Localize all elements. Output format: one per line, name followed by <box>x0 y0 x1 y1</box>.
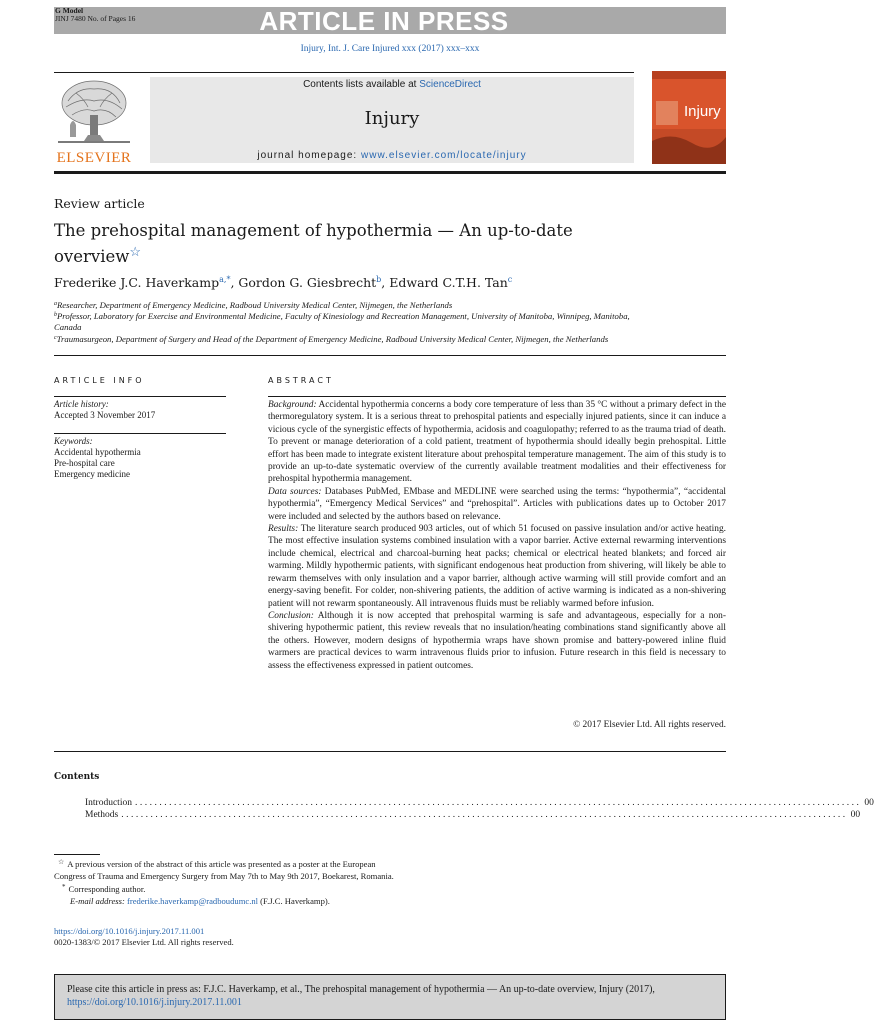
journal-homepage-line <box>150 150 634 161</box>
abstract-paragraph-text: Accidental hypothermia concerns a body core temperature of less than 35 °C without a primary defect in the thermoregulatory system. It is a serious threat to prehospital patients and especially injured patients, since it can induce a vicious cycle of the synergistic effects of hypothermia, acidosis and coagulopathy; referred to as the trauma triad of death. To prevent or manage deterioration of a cold patient, treatment of hypothermia should ideally begin prehospital. Little effort has been made to integrate existent literature about prehospital temperature management. The aim of this study is to provide an up-to-date systematic overview of the currently available treatment modalities and their effectiveness for prehospital hypothermia management. <box>268 400 726 485</box>
affiliation-mark: a <box>54 301 57 307</box>
toc-entry-page: 00 <box>850 810 861 820</box>
manuscript-id: JINJ 7480 No. of Pages 16 <box>55 14 136 23</box>
abstract-body <box>268 399 726 672</box>
affiliation <box>54 333 654 345</box>
journal-reference-link[interactable]: Injury, Int. J. Care Injured xxx (2017) xxx–xxx <box>300 44 480 54</box>
email-link[interactable]: frederike.haverkamp@radboudumc.nl <box>126 895 259 906</box>
cite-this-article-text <box>67 984 717 1009</box>
abstract-paragraph-text: The literature search produced 903 articles, out of which 51 focused on passive insulation and/or active heating. The most effective insulation systems combined insulation with a vapor barrier. Active external rewarming interventions include chemical, electrical and charcoal-burning heat packs; chemical or electrical heated blankets; and forced air warming. Mildly hypothermic patients, with significant endogenous heat production from shivering, will likely be able to rewarm themselves with only insulation and a vapor barrier, although active warming will still provide comfort and an energy-saving benefit. For colder, non-shivering patients, the addition of active warming is indicated as a non-shivering patient will not rewarm spontaneously. All intravenous fluids must be reliably warmed before infusion. <box>268 524 726 609</box>
author-list <box>54 275 512 290</box>
email-note <box>54 896 394 908</box>
article-title <box>54 220 614 268</box>
keywords-label: Keywords: <box>54 436 93 446</box>
divider <box>54 751 726 752</box>
abstract-paragraph-label: Background: <box>268 400 317 410</box>
abstract-paragraph-label: Results: <box>268 524 299 535</box>
keyword: Emergency medicine <box>54 469 131 479</box>
contents-heading: Contents <box>54 772 100 782</box>
divider <box>54 396 226 397</box>
affiliation-text: Professor, Laboratory for Exercise and Environmental Medicine, Faculty of Kinesiology and Recreation Management, University of Manitoba, Winnipeg, Manitoba, Canada <box>54 311 630 332</box>
author-separator: , <box>381 275 390 290</box>
article-title-text: The prehospital management of hypothermia — An up-to-date overview <box>54 221 573 266</box>
divider <box>268 396 726 397</box>
abstract-copyright: © 2017 Elsevier Ltd. All rights reserved. <box>573 720 726 730</box>
star-footnote-text: A previous version of the abstract of this article was presented as a poster at the European Congress of Trauma and Emergency Surgery from May 7th to May 9th 2017, Boekarest, Romania. <box>54 859 394 881</box>
cover-title: Injury <box>684 103 721 120</box>
citation-text: Please cite this article in press as: F.J.C. Haverkamp, et al., The prehospital management of hypothermia — An up-to-date overview, Injury (2017), <box>67 984 655 995</box>
corresponding-author-note <box>54 882 394 896</box>
email-owner: (F.J.C. Haverkamp). <box>258 895 330 906</box>
footnote-star-icon: ☆ <box>58 858 65 866</box>
asterisk-icon: * <box>62 883 66 891</box>
abstract-paragraph-label: Data sources: <box>268 486 322 497</box>
abstract-paragraph-text: Although it is now accepted that prehospital warming is safe and advantageous, especially for a non-shivering hypothermic patient, this review reveals that no insulation/heating combinations stand significantly above all the others. However, modern designs of hypothermia wraps have shown promise and battery-powered inline fluid warmers are practical devices to warm intravenous fluids prior to infusion. Future research in this field is necessary to assess the effectiveness expressed in patient outcomes. <box>268 610 726 671</box>
contents-available-line <box>150 79 634 90</box>
toc-entry-methods[interactable] <box>85 810 861 820</box>
journal-name: Injury <box>364 108 420 129</box>
toc-leader-dots: ..................................................................................................................................................... <box>134 798 862 808</box>
header-top-rule <box>54 72 634 73</box>
author-name[interactable]: Gordon G. Giesbrecht <box>238 275 377 290</box>
homepage-prefix: journal homepage: <box>257 150 361 161</box>
history-value: Accepted 3 November 2017 <box>54 410 156 420</box>
affiliation <box>54 310 654 333</box>
author-name[interactable]: Edward C.T.H. Tan <box>389 275 508 290</box>
corresponding-author-text: Corresponding author. <box>68 884 146 894</box>
author-affiliation-mark[interactable]: c <box>507 275 513 284</box>
sciencedirect-link[interactable]: ScienceDirect <box>419 79 481 90</box>
article-in-press-title: ARTICLE IN PRESS <box>259 6 509 36</box>
affiliation-text: Researcher, Department of Emergency Medicine, Radboud University Medical Center, Nijmegen, the Netherlands <box>57 300 453 310</box>
toc-entry-introduction[interactable] <box>85 798 874 808</box>
abstract-paragraph <box>268 610 726 672</box>
doi-link[interactable]: https://doi.org/10.1016/j.injury.2017.11.001 <box>54 926 205 936</box>
history-label: Article history: <box>54 399 109 409</box>
author-separator: , <box>230 275 239 290</box>
keyword: Accidental hypothermia <box>54 447 141 457</box>
email-label: E-mail address: <box>70 895 125 906</box>
author-affiliation-mark[interactable]: b <box>376 275 382 284</box>
toc-leader-dots: ..................................................................................................................................................... <box>121 810 848 820</box>
footnote-rule <box>54 854 100 855</box>
toc-entry-label[interactable]: Introduction <box>85 798 132 808</box>
citation-doi-link[interactable]: https://doi.org/10.1016/j.injury.2017.11.001 <box>67 996 242 1008</box>
article-type-label: Review article <box>54 196 145 211</box>
affiliation-mark: c <box>54 335 57 341</box>
affiliation-text: Traumasurgeon, Department of Surgery and Head of the Department of Emergency Medicine, Radboud University Medical Center, Nijmegen, the Netherlands <box>56 334 609 344</box>
author-name[interactable]: Frederike J.C. Haverkamp <box>54 275 220 290</box>
g-model-label: G Model <box>55 6 84 15</box>
abstract-paragraph <box>268 486 726 523</box>
elsevier-wordmark: ELSEVIER <box>56 150 132 166</box>
divider <box>54 433 226 434</box>
abstract-paragraph-text: Databases PubMed, EMbase and MEDLINE were searched using the terms: “hypothermia”, “accidental hypothermia”, “Emergency Medical Services” and “prehospital”. Articles with publications dates up to October 2017 were included and selected by the authors based on relevance. <box>268 486 726 522</box>
abstract-heading: ABSTRACT <box>268 376 334 385</box>
author-affiliation-mark[interactable]: a,* <box>219 275 231 284</box>
header-bottom-rule <box>54 171 726 174</box>
article-info-heading: ARTICLE INFO <box>54 376 145 385</box>
issn-line: 0020-1383/© 2017 Elsevier Ltd. All rights reserved. <box>54 937 234 947</box>
footnotes <box>54 857 394 907</box>
keyword: Pre-hospital care <box>54 458 115 468</box>
toc-entry-label[interactable]: Methods <box>85 810 119 820</box>
contents-prefix: Contents lists available at <box>303 79 420 90</box>
divider <box>54 355 726 356</box>
journal-cover-thumbnail[interactable] <box>652 71 726 164</box>
affiliation-mark: b <box>54 312 57 318</box>
abstract-paragraph <box>268 399 726 486</box>
abstract-paragraph <box>268 523 726 610</box>
toc-entry-page: 00 <box>864 798 874 808</box>
abstract-paragraph-label: Conclusion: <box>268 610 314 621</box>
star-footnote <box>54 857 394 882</box>
title-footnote-star-icon[interactable]: ☆ <box>129 245 142 260</box>
journal-homepage-link[interactable]: www.elsevier.com/locate/injury <box>361 150 527 161</box>
